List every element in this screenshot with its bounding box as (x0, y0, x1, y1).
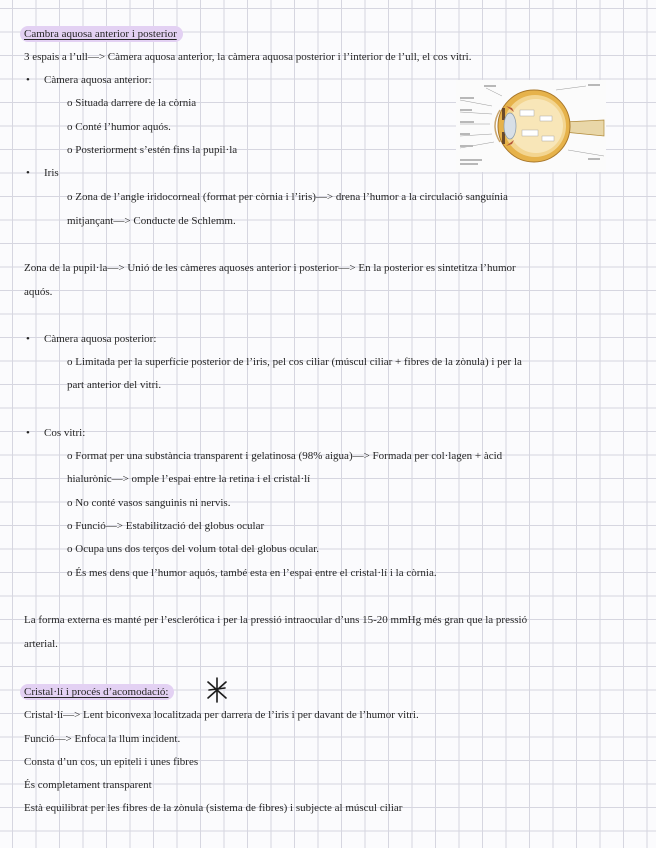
bullet-dot: • (26, 333, 30, 345)
list-item: o Ocupa uns dos terços del volum total del globus ocular. (67, 543, 320, 555)
list-item: o Funció—> Estabilització del globus ocular (67, 520, 265, 532)
paragraph-forma-externa: La forma externa es manté per l’esclerótica i per la pressió intraocular d’uns 15-20 mmHg més gran que la pressió (24, 614, 528, 626)
cristalli-line: Funció—> Enfoca la llum incident. (24, 733, 181, 745)
paragraph-pupil: Zona de la pupil·la—> Unió de les càmeres aquoses anterior i posterior—> En la posterior es sintetitza l’humor (24, 262, 516, 274)
section-heading-cambra-aquosa: Cambra aquosa anterior i posterior (20, 26, 183, 42)
list-item-continuation: hialurònic—> omple l’espai entre la retina i el cristal·lí (67, 473, 311, 485)
list-item: o Limitada per la superfície posterior de l’iris, pel cos ciliar (múscul ciliar + fibres de la zònula) i per la (67, 356, 522, 368)
bullet-dot: • (26, 427, 30, 439)
list-item: o És mes dens que l’humor aquós, també esta en l’espai entre el cristal·lí i la còrnia. (67, 567, 437, 579)
section-heading-cristalli: Cristal·lí i procés d’acomodació: (20, 684, 174, 700)
intro-text: 3 espais a l’ull—> Càmera aquosa anterior, la càmera aquosa posterior i l’interior de l’ull, el cos vitri. (24, 51, 472, 63)
bullet-dot: • (26, 167, 30, 179)
eye-cross-section-illustration (456, 80, 606, 172)
bullet-iris: Iris (44, 167, 59, 179)
cristalli-line: Està equilibrat per les fibres de la zònula (sistema de fibres) i subjecte al múscul ciliar (24, 802, 403, 814)
list-item-continuation: part anterior del vitri. (67, 379, 162, 391)
list-item: o Zona de l’angle iridocorneal (format per còrnia i l’iris)—> drena l’humor a la circulació sanguínia (67, 191, 508, 203)
list-item: o Situada darrere de la còrnia (67, 97, 197, 109)
bullet-cos-vitri: Cos vitri: (44, 427, 86, 439)
cristalli-line: Cristal·lí—> Lent biconvexa localitzada per darrera de l’iris i per davant de l’humor vitri. (24, 709, 419, 721)
list-item: o Posteriorment s’estén fins la pupil·la (67, 144, 238, 156)
paragraph-forma-externa-continuation: arterial. (24, 638, 58, 650)
star-doodle-icon (205, 677, 229, 703)
bullet-dot: • (26, 74, 30, 86)
bullet-camera-posterior: Càmera aquosa posterior: (44, 333, 157, 345)
paragraph-pupil-continuation: aquós. (24, 286, 53, 298)
list-item: o Conté l’humor aquós. (67, 121, 171, 133)
list-item: o No conté vasos sanguinis ni nervis. (67, 497, 231, 509)
list-item-continuation: mitjançant—> Conducte de Schlemm. (67, 215, 236, 227)
cristalli-line: Consta d’un cos, un epiteli i unes fibres (24, 756, 199, 768)
cristalli-line: És completament transparent (24, 779, 152, 791)
bullet-camera-anterior: Càmera aquosa anterior: (44, 74, 152, 86)
list-item: o Format per una substància transparent i gelatinosa (98% aigua)—> Formada per col·lagen + àcid (67, 450, 503, 462)
